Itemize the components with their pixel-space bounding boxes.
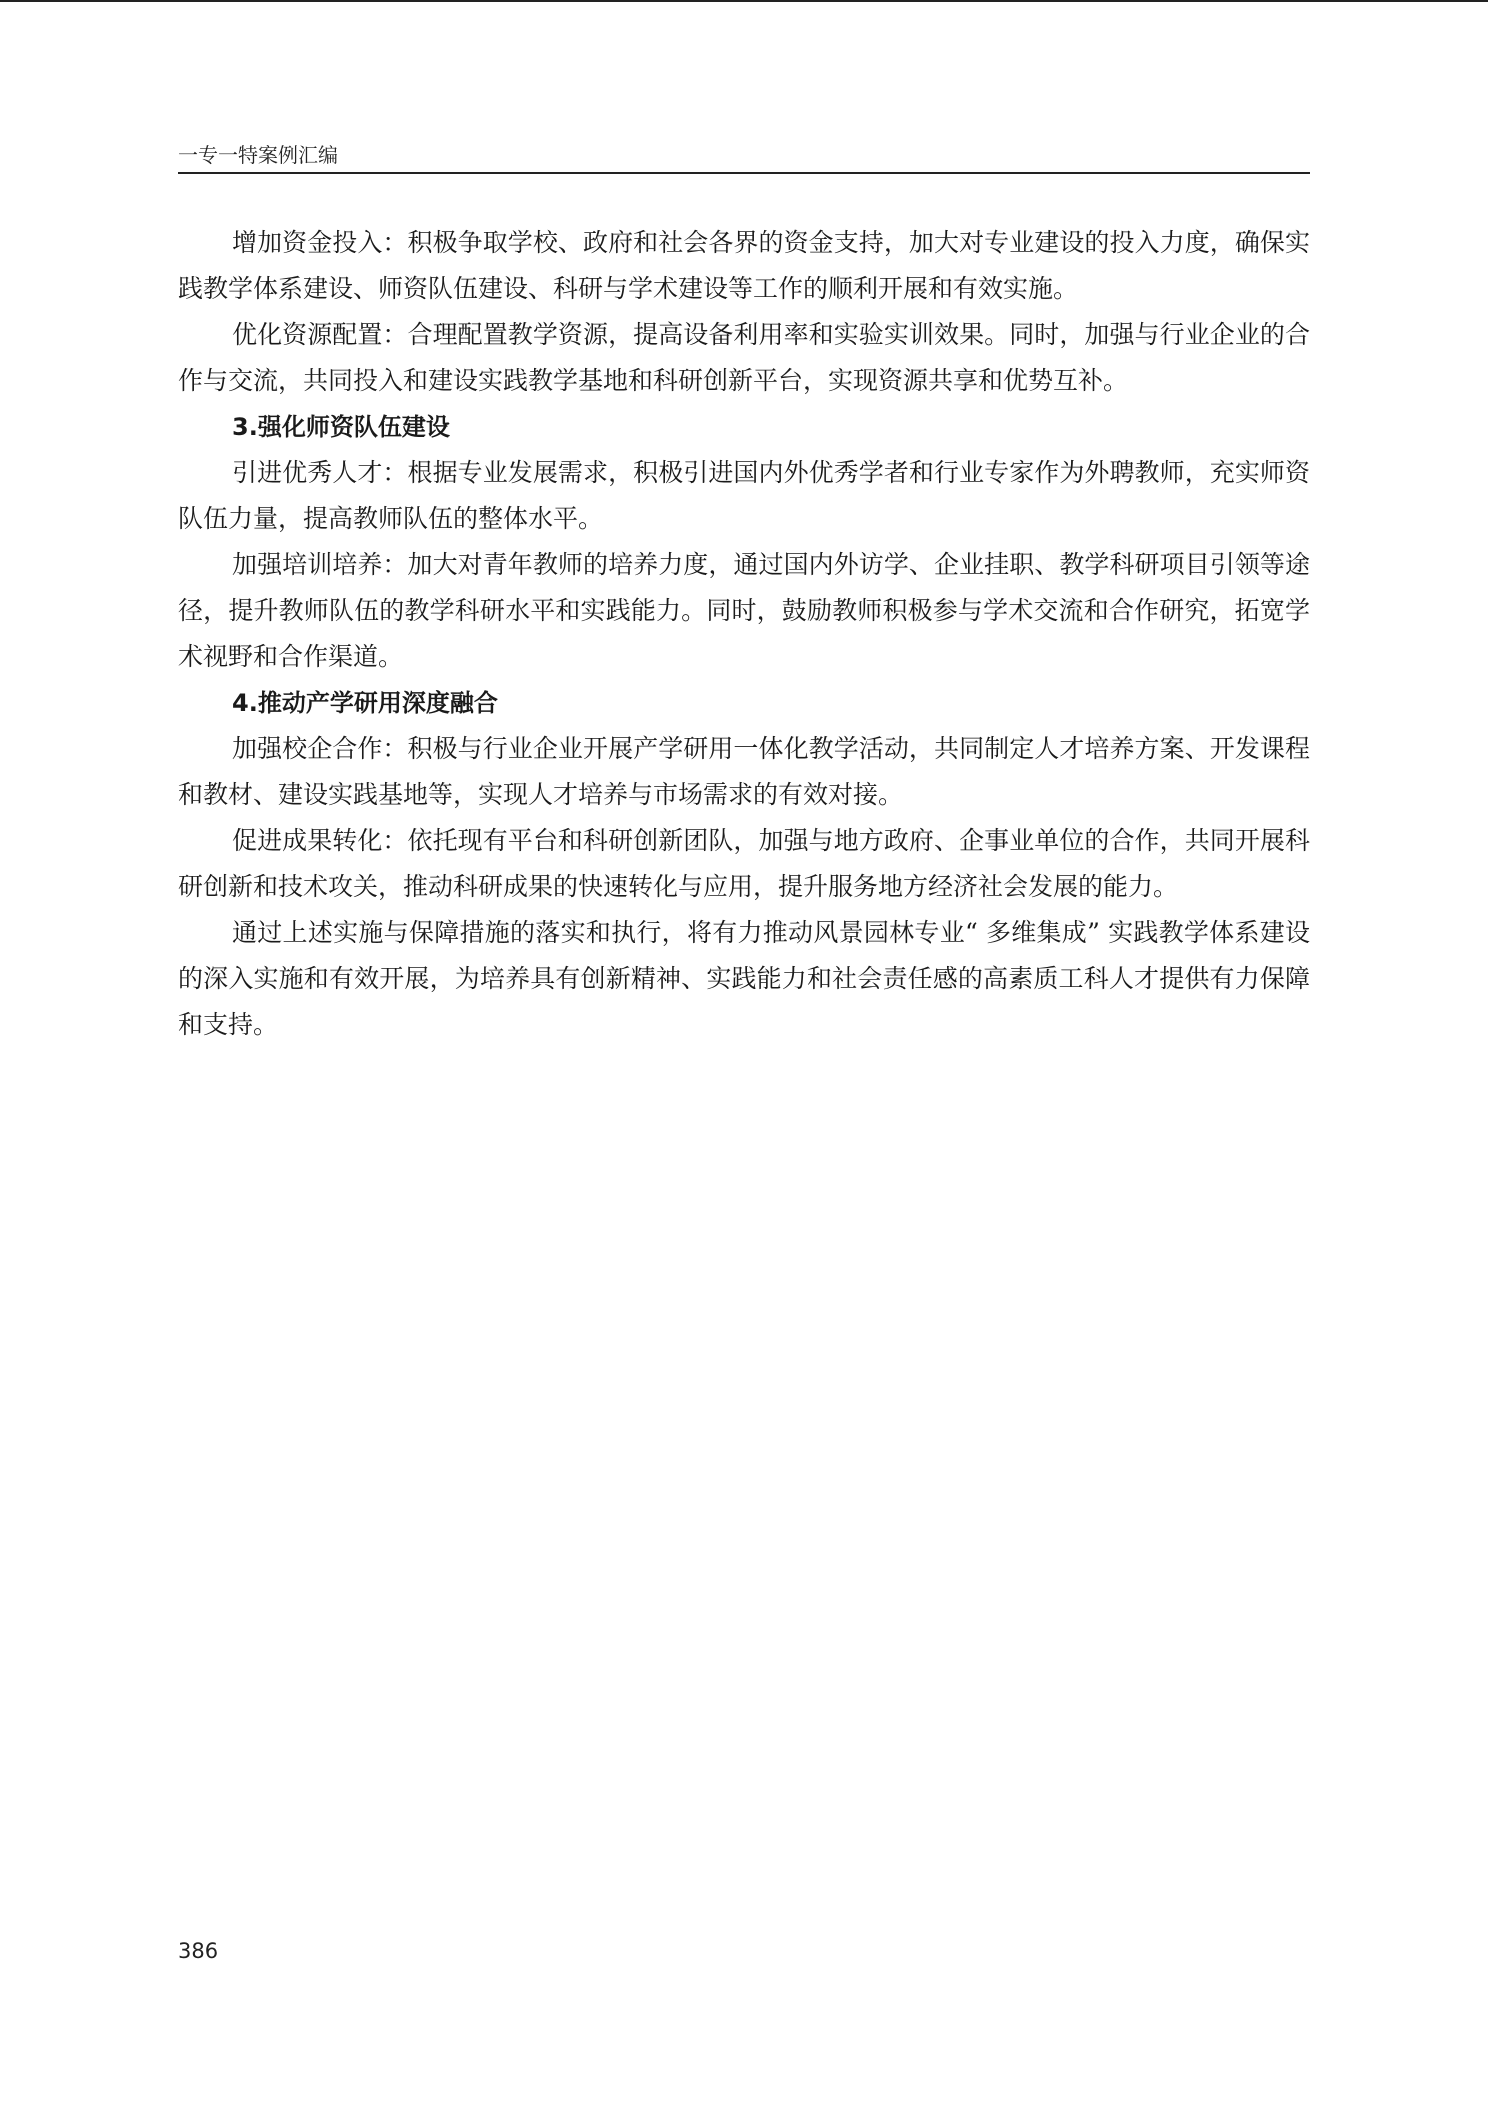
running-header-title: 一专一特案例汇编	[178, 143, 338, 167]
paragraph-conclusion: 通过上述实施与保障措施的落实和执行，将有力推动风景园林专业“ 多维集成” 实践教学体系建设的深入实施和有效开展，为培养具有创新精神、实践能力和社会责任感的高素质工科人才提供有力保障和支持。	[178, 918, 1310, 1039]
paragraph-transfer: 促进成果转化：依托现有平台和科研创新团队，加强与地方政府、企事业单位的合作，共同开展科研创新和技术攻关，推动科研成果的快速转化与应用，提升服务地方经济社会发展的能力。	[178, 826, 1310, 901]
running-header	[178, 142, 1310, 174]
page-number: 386	[178, 1939, 219, 1963]
section-heading-faculty: 3.强化师资队伍建设	[232, 413, 450, 441]
paragraph-training: 加强培训培养：加大对青年教师的培养力度，通过国内外访学、企业挂职、教学科研项目引领等途径，提升教师队伍的教学科研水平和实践能力。同时，鼓励教师积极参与学术交流和合作研究，拓宽学术视野和合作渠道。	[178, 550, 1310, 671]
paragraph-funding: 增加资金投入：积极争取学校、政府和社会各界的资金支持，加大对专业建设的投入力度，确保实践教学体系建设、师资队伍建设、科研与学术建设等工作的顺利开展和有效实施。	[178, 228, 1310, 303]
section-heading-integration: 4.推动产学研用深度融合	[232, 689, 498, 717]
paragraph-talent: 引进优秀人才：根据专业发展需求，积极引进国内外优秀学者和行业专家作为外聘教师，充实师资队伍力量，提高教师队伍的整体水平。	[178, 458, 1310, 533]
paragraph-resources: 优化资源配置：合理配置教学资源，提高设备利用率和实验实训效果。同时，加强与行业企业的合作与交流，共同投入和建设实践教学基地和科研创新平台，实现资源共享和优势互补。	[178, 320, 1310, 395]
paragraph-cooperation: 加强校企合作：积极与行业企业开展产学研用一体化教学活动，共同制定人才培养方案、开发课程和教材、建设实践基地等，实现人才培养与市场需求的有效对接。	[178, 734, 1310, 809]
page-body	[178, 220, 1310, 1048]
page-top-border	[0, 0, 1488, 2]
